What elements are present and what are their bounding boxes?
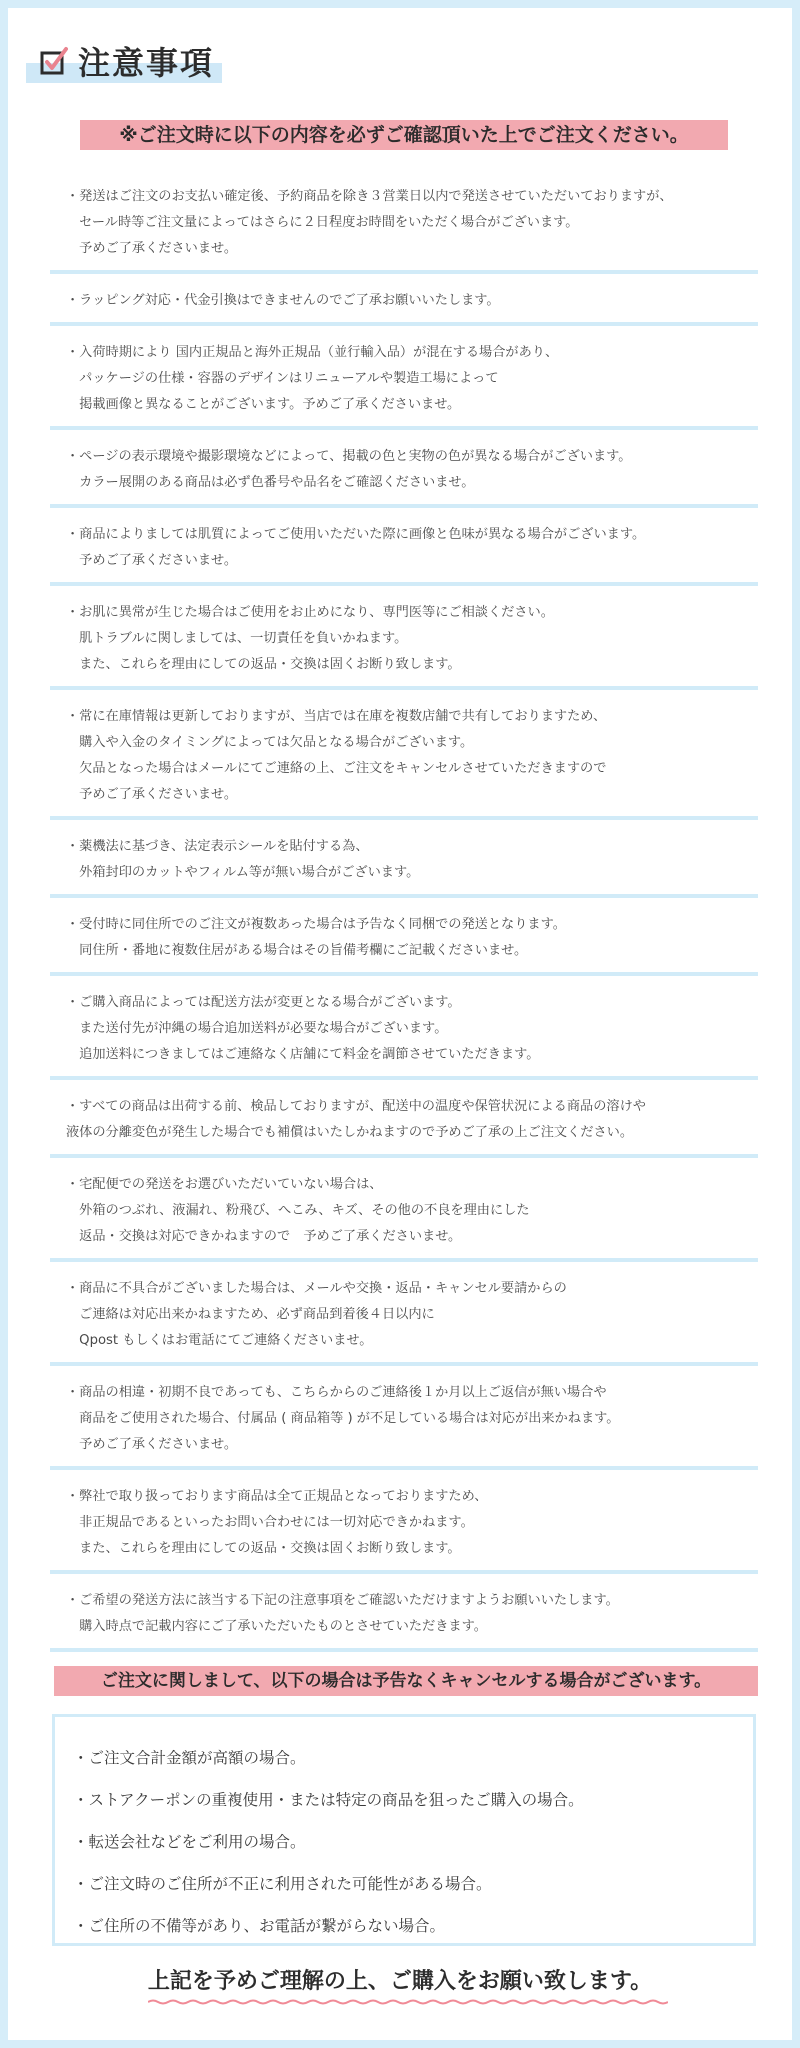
cancel-banner: ご注文に関しまして、以下の場合は予告なくキャンセルする場合がございます。: [54, 1666, 758, 1696]
notes-list: [50, 170, 758, 1652]
note-line: ・ご希望の発送方法に該当する下記の注意事項をご確認いただけますようお願いいたします。: [66, 1593, 619, 1608]
note-item: [50, 1262, 758, 1366]
note-line: 予めご了承くださいませ。: [66, 553, 238, 568]
note-line: 外箱のつぶれ、液漏れ、粉飛び、へこみ、キズ、その他の不良を理由にした: [66, 1203, 530, 1218]
note-line: ・お肌に異常が生じた場合はご使用をお止めになり、専門医等にご相談ください。: [66, 605, 554, 620]
note-line: ・商品に不具合がございました場合は、メールや交換・返品・キャンセル要請からの: [66, 1281, 567, 1296]
page-title: 注意事項: [78, 44, 215, 82]
note-line: また送付先が沖縄の場合追加送料が必要な場合がございます。: [66, 1021, 448, 1036]
cancel-case-item: ・ストアクーポンの重複使用・または特定の商品を狙ったご購入の場合。: [73, 1791, 584, 1809]
note-line: 追加送料につきましてはご連絡なく店舗にて料金を調節させていただきます。: [66, 1047, 540, 1062]
note-item: [50, 1470, 758, 1574]
cancel-case-item: ・ご住所の不備等があり、お電話が繋がらない場合。: [73, 1917, 446, 1935]
note-line: 予めご了承くださいませ。: [66, 787, 238, 802]
section-heading: [26, 38, 222, 82]
note-line: ・商品によりましては肌質によってご使用いただいた際に画像と色味が異なる場合がございます。: [66, 527, 646, 542]
note-line: 肌トラブルに関しましては、一切責任を負いかねます。: [66, 631, 408, 646]
note-line: ・常に在庫情報は更新しておりますが、当店では在庫を複数店舗で共有しておりますため、: [66, 709, 607, 724]
notice-banner: ※ご注文時に以下の内容を必ずご確認頂いた上でご注文ください。: [80, 120, 728, 150]
note-line: パッケージの仕様・容器のデザインはリニューアルや製造工場によって: [66, 371, 499, 386]
note-item: [50, 976, 758, 1080]
note-item: [50, 1366, 758, 1470]
note-item: [50, 274, 758, 326]
closing-label: 上記を予めご理解の上、ご購入をお願い致します。: [147, 1969, 653, 1994]
note-line: また、これらを理由にしての返品・交換は固くお断り致します。: [66, 1541, 461, 1556]
note-line: 予めご了承くださいませ。: [66, 1437, 238, 1452]
note-line: ・薬機法に基づき、法定表示シールを貼付する為、: [66, 839, 369, 854]
note-item: [50, 690, 758, 820]
note-line: ・発送はご注文のお支払い確定後、予約商品を除き３営業日以内で発送させていただいておりますが、: [66, 189, 673, 204]
note-line: 購入時点で記載内容にご了承いただいたものとさせていただきます。: [66, 1619, 487, 1634]
note-item: [50, 586, 758, 690]
note-item: [50, 898, 758, 976]
note-line: ・ご購入商品によっては配送方法が変更となる場合がございます。: [66, 995, 461, 1010]
closing-message: [8, 1964, 792, 2001]
note-line: 返品・交換は対応できかねますので 予めご了承くださいませ。: [66, 1229, 462, 1244]
closing-text: [148, 1964, 652, 2001]
cancel-cases-box: [52, 1714, 756, 1946]
note-line: ご連絡は対応出来かねますため、必ず商品到着後４日以内に: [66, 1307, 435, 1322]
note-item: [50, 508, 758, 586]
note-item: [50, 820, 758, 898]
note-item: [50, 1080, 758, 1158]
note-line: ・ラッピング対応・代金引換はできませんのでご了承お願いいたします。: [66, 293, 500, 308]
note-line: 欠品となった場合はメールにてご連絡の上、ご注文をキャンセルさせていただきますので: [66, 761, 607, 776]
note-line: 液体の分離変色が発生した場合でも補償はいたしかねますので予めご了承の上ご注文ください。: [66, 1125, 634, 1140]
note-line: セール時等ご注文量によってはさらに２日程度お時間をいただく場合がございます。: [66, 215, 579, 230]
cancel-case-item: ・ご注文合計金額が高額の場合。: [73, 1749, 306, 1767]
checkbox-check-icon: [40, 46, 68, 76]
note-item: [50, 326, 758, 430]
note-item: [50, 430, 758, 508]
note-item: [50, 170, 758, 274]
note-line: 予めご了承くださいませ。: [66, 241, 238, 256]
note-item: [50, 1158, 758, 1262]
note-line: ・入荷時期により 国内正規品と海外正規品（並行輸入品）が混在する場合があり、: [66, 345, 559, 360]
note-line: 外箱封印のカットやフィルム等が無い場合がございます。: [66, 865, 420, 880]
note-line: Qpost もしくはお電話にてご連絡くださいませ。: [66, 1333, 373, 1348]
note-line: 購入や入金のタイミングによっては欠品となる場合がございます。: [66, 735, 474, 750]
note-item: [50, 1574, 758, 1652]
note-line: カラー展開のある商品は必ず色番号や品名をご確認くださいませ。: [66, 475, 475, 490]
note-line: ・ページの表示環境や撮影環境などによって、掲載の色と実物の色が異なる場合がございます。: [66, 449, 632, 464]
note-line: ・受付時に同住所でのご注文が複数あった場合は予告なく同梱での発送となります。: [66, 917, 566, 932]
note-line: 同住所・番地に複数住居がある場合はその旨備考欄にご記載くださいませ。: [66, 943, 528, 958]
note-line: 掲載画像と異なることがございます。予めご了承くださいませ。: [66, 397, 461, 412]
page-frame: [8, 8, 792, 2040]
note-line: ・宅配便での発送をお選びいただいていない場合は、: [66, 1177, 383, 1192]
note-line: また、これらを理由にしての返品・交換は固くお断り致します。: [66, 657, 461, 672]
note-line: 非正規品であるといったお問い合わせには一切対応できかねます。: [66, 1515, 474, 1530]
cancel-case-item: ・転送会社などをご利用の場合。: [73, 1833, 306, 1851]
note-line: ・弊社で取り扱っております商品は全て正規品となっておりますため、: [66, 1489, 488, 1504]
wavy-underline: [148, 1999, 668, 2005]
note-line: 商品をご使用された場合、付属品 ( 商品箱等 ) が不足している場合は対応が出来かねます。: [66, 1411, 620, 1426]
note-line: ・すべての商品は出荷する前、検品しておりますが、配送中の温度や保管状況による商品の溶けや: [66, 1099, 646, 1114]
cancel-case-item: ・ご注文時のご住所が不正に利用された可能性がある場合。: [73, 1875, 492, 1893]
note-line: ・商品の相違・初期不良であっても、こちらからのご連絡後１か月以上ご返信が無い場合や: [66, 1385, 607, 1400]
